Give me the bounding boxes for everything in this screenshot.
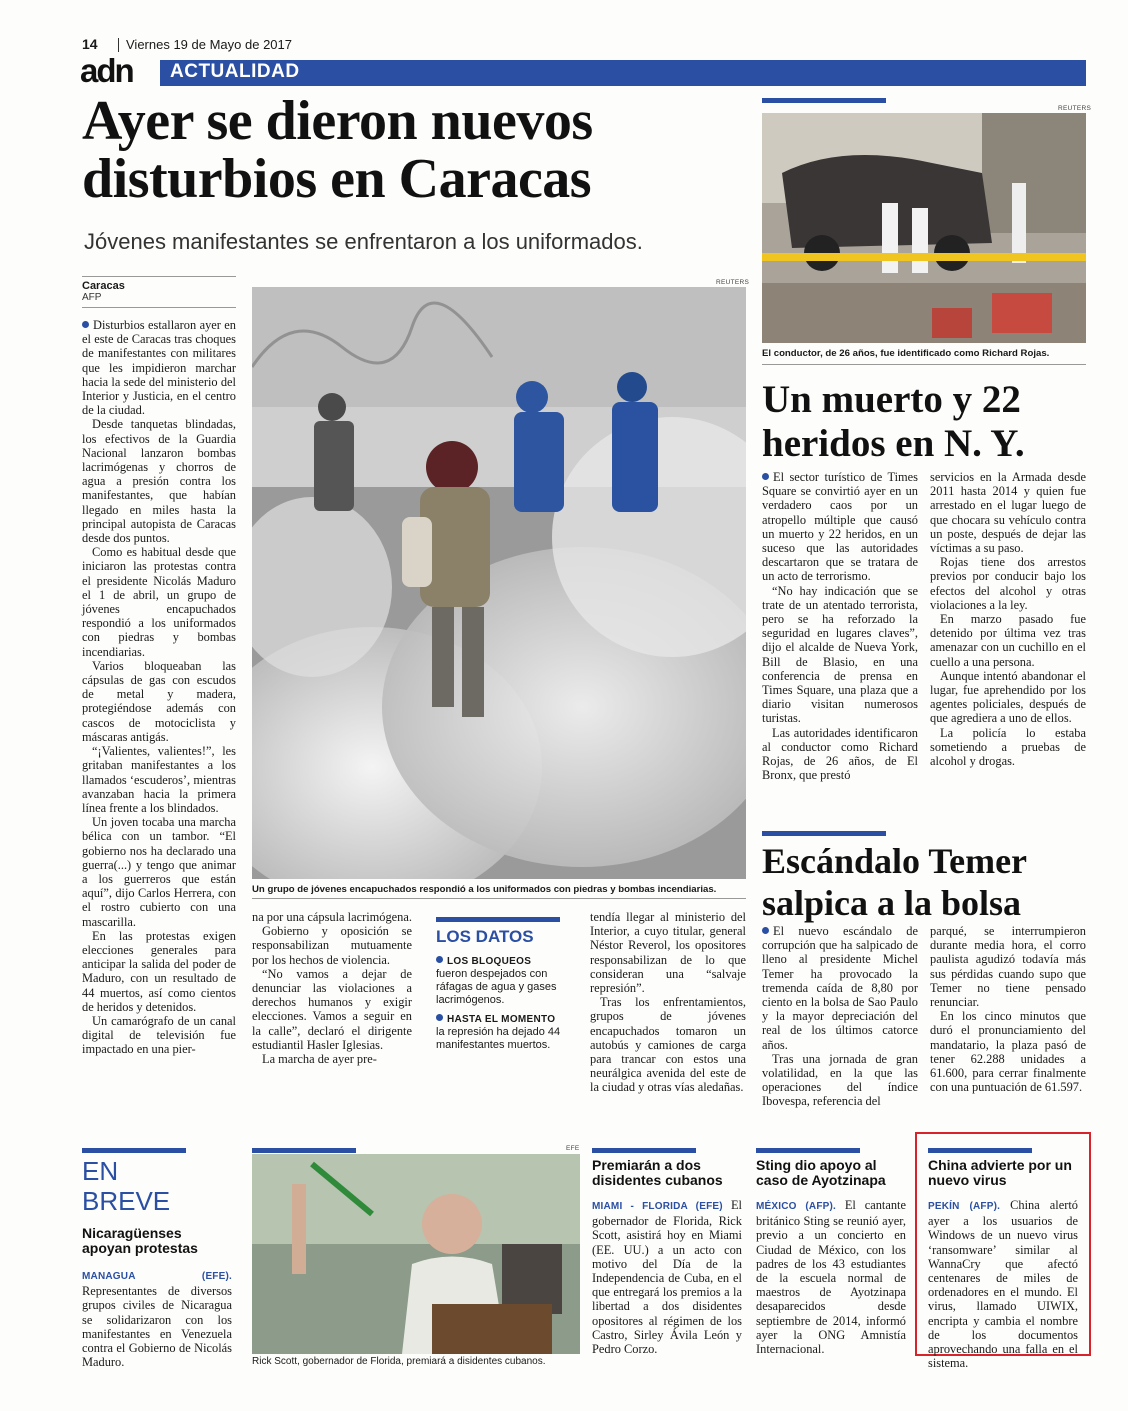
main-headline: Ayer se dieron nuevos disturbios en Caracas — [82, 90, 593, 210]
page-number: 14 — [82, 36, 98, 52]
china-body — [928, 1198, 1078, 1370]
paragraph: na por una cápsula lacrimógena. — [252, 910, 412, 924]
sting-headline: Sting dio apoyo al caso de Ayotzinapa — [756, 1157, 886, 1188]
paragraph: Como es habitual desde que iniciaron las protestas contra el presidente Nicolás Maduro el 1 de abril, un grupo de jóvenes encapuchados respondió a los uniformados con piedras y bombas incendiarias. — [82, 545, 236, 659]
bullet-icon — [82, 321, 89, 328]
bullet-icon — [762, 473, 769, 480]
nicaragua-body — [82, 1268, 232, 1369]
ny-top-rule — [762, 98, 886, 103]
header-divider — [118, 38, 119, 52]
datos-item-label: LOS BLOQUEOS — [447, 956, 532, 967]
scott-photo — [252, 1154, 580, 1354]
ny-caption-rule — [762, 364, 1086, 365]
paragraph: Tras una jornada de gran volatilidad, en la que las operaciones del índice Ibovespa, referencia del — [762, 1051, 918, 1109]
ny-headline: Un muerto y 22 heridos en N. Y. — [762, 378, 1025, 465]
ny-column-1 — [762, 470, 918, 782]
china-top-rule — [928, 1148, 1032, 1153]
section-title: ACTUALIDAD — [170, 61, 300, 82]
paragraph: “No hay indicación que se trate de un atentado terrorista, pero se ha reforzado la seguridad en lugares claves”, dijo el alcalde de Nueva York, Bill de Blasio, en una conferencia de prensa en Times Square, una plaza que a diario visitan numerosos turistas. — [762, 583, 918, 726]
scott-photo-credit: EFE — [566, 1145, 580, 1152]
breve-title-line: BREVE — [82, 1186, 171, 1216]
datos-item-text: fueron despejados con ráfagas de agua y gases lacrimógenos. — [436, 968, 557, 1006]
cuba-dateline: MIAMI - FLORIDA (EFE) — [592, 1201, 723, 1212]
paragraph: “¡Valientes, valientes!”, les gritaban manifestantes a los llamados ‘escuderos’, mientras avanzaban hacia la primera línea frente a los blindados. — [82, 744, 236, 815]
bullet-icon — [762, 927, 769, 934]
protest-photo-illustration — [252, 287, 746, 879]
paragraph: En marzo pasado fue detenido por última vez tras amenazar con un cuchillo en el cuello a una persona. — [930, 612, 1086, 669]
paragraph: En las protestas exigen elecciones generales para anticipar la salida del poder de Maduro, con un resultado de 44 muertos, así como cientos de heridos y detenidos. — [82, 928, 236, 1014]
datos-title: LOS DATOS — [436, 927, 534, 946]
sting-body — [756, 1198, 906, 1356]
main-column-2 — [252, 910, 412, 1066]
datos-item — [436, 955, 564, 1007]
temer-headline: Escándalo Temer salpica a la bolsa — [762, 841, 1027, 923]
paragraph: parqué, se interrumpieron durante media hora, el corro paulista agudizó todavía más sus pérdidas cuando supo que Temer no tiene pensado renunciar. — [930, 924, 1086, 1010]
paragraph: “No vamos a dejar de denunciar las violaciones a derechos humanos y exigir elecciones. Vamos a seguir en la calle”, declaró el dirigente estudiantil Hasler Iglesias. — [252, 966, 412, 1052]
datos-item — [436, 1013, 564, 1052]
paragraph: servicios en la Armada desde 2011 hasta 2014 y quien fue arrestado en el lugar luego de que chocara su vehículo contra un poste, después de dejar las víctimas a su paso. — [930, 470, 1086, 556]
sting-dateline: MÉXICO (AFP). — [756, 1201, 837, 1212]
dateline-rule — [82, 276, 236, 277]
paragraph: Varios bloqueaban las cápsulas de gas con escudos de metal y madera, protegiéndose además con cascos de motociclista y máscaras antigás. — [82, 658, 236, 744]
scott-top-rule — [252, 1148, 356, 1153]
main-photo-credit: REUTERS — [716, 279, 750, 286]
scott-photo-illustration — [252, 1154, 580, 1354]
paragraph: La policía lo estaba sometiendo a pruebas de alcohol y drogas. — [930, 725, 1086, 769]
paragraph: tendía llegar al ministerio del Interior, a cuyo titular, general Néstor Reverol, los opositores responsabilizan de lo que consideran una “salvaje represión”. — [590, 910, 746, 996]
paragraph: Desde tanquetas blindadas, los efectivos de la Guardia Nacional lanzaron bombas lacrimógenas y chorros de agua a presión contra los manifestantes, que habían llegado en miles hasta la principal autopista de Caracas desde dos puntos. — [82, 417, 236, 546]
dateline-city: Caracas — [82, 280, 125, 292]
paragraph: La marcha de ayer pre- — [262, 1052, 377, 1067]
paragraph: Gobierno y oposición se responsabilizan mutuamente por los hechos de violencia. — [252, 924, 412, 967]
china-dateline: PEKÍN (AFP). — [928, 1201, 1001, 1212]
ny-column-2 — [930, 470, 1086, 768]
paragraph: El cantante británico Sting se reunió ayer, previo a un concierto en Ciudad de México, con los padres de los 43 estudiantes de la escuela normal de maestros de Ayotzinapa desaparecidos desde septiembre de 2014, informó ayer la ONG Amnistía Internacional. — [756, 1198, 906, 1357]
bullet-icon — [436, 956, 443, 963]
nicaragua-headline: Nicaragüenses apoyan protestas — [82, 1225, 198, 1256]
datos-top-rule — [436, 917, 560, 922]
scott-photo-caption: Rick Scott, gobernador de Florida, premiará a disidentes cubanos. — [252, 1356, 546, 1367]
paragraph: El sector turístico de Times Square se convirtió ayer en un verdadero caos por un atropello múltiple que causó un muerto y 22 heridos, en un suceso que las autoridades descartaron que se tratara de un acto de terrorismo. — [762, 470, 918, 584]
temer-top-rule — [762, 831, 886, 836]
ny-photo — [762, 113, 1086, 343]
issue-date: Viernes 19 de Mayo de 2017 — [126, 37, 292, 52]
datos-item-label: HASTA EL MOMENTO — [447, 1014, 556, 1025]
main-subhead: Jóvenes manifestantes se enfrentaron a los uniformados. — [84, 229, 643, 254]
paragraph: Disturbios estallaron ayer en el este de Caracas tras choques de manifestantes con militares que les impidieron marchar hacia la sede del ministerio del Interior y Justicia, en el centro de la ciudad. — [82, 318, 236, 418]
paragraph: El gobernador de Florida, Rick Scott, asistirá hoy en Miami (EE. UU.) a un acto con motivo del Día de la Independencia de Cuba, en el que entregará los premios a la libertad a dos disidentes opositores al régimen de los Castro, Sirley Ávila León y Pedro Corzo. — [592, 1198, 742, 1357]
paragraph: Un camarógrafo de un canal digital de televisión fue impactado en una pier- — [82, 1013, 236, 1057]
sting-top-rule — [756, 1148, 860, 1153]
paragraph: Aunque intentó abandonar el lugar, fue aprehendido por los agentes policiales, después de que agrediera a uno de ellos. — [930, 668, 1086, 726]
paragraph: Las autoridades identificaron al conductor como Richard Rojas, de 26 años, de El Bronx, que prestó — [762, 725, 918, 783]
breve-title-line: EN — [82, 1156, 119, 1186]
datos-box — [436, 917, 564, 1052]
china-headline: China advierte por un nuevo virus — [928, 1157, 1072, 1188]
adn-logo: adn — [80, 52, 133, 89]
temer-column-2 — [930, 924, 1086, 1094]
paragraph: Representantes de diversos grupos civiles de Nicaragua se solidarizaron con los manifestantes en Venezuela contra el Gobierno de Nicolás Maduro. — [82, 1284, 232, 1370]
temer-column-1 — [762, 924, 918, 1109]
main-column-4 — [590, 910, 746, 1095]
cuba-headline: Premiarán a dos disidentes cubanos — [592, 1157, 723, 1188]
dateline-agency: AFP — [82, 292, 102, 303]
dateline-rule-bottom — [82, 307, 236, 308]
caption-rule — [252, 898, 746, 899]
paragraph: Rojas tiene dos arrestos previos por conducir bajo los efectos del alcohol y otras violaciones a la ley. — [930, 555, 1086, 612]
main-column-1 — [82, 318, 236, 1057]
cuba-body — [592, 1198, 742, 1356]
paragraph: Tras los enfrentamientos, grupos de jóvenes encapuchados tomaron un autobús y camiones de carga para trancar con estos una neurálgica avenida del este de la ciudad y otras vías aledañas. — [590, 995, 746, 1095]
datos-item-text: la represión ha dejado 44 manifestantes muertos. — [436, 1026, 561, 1051]
main-photo-caption: Un grupo de jóvenes encapuchados respondió a los uniformados con piedras y bombas incendiarias. — [252, 884, 717, 895]
ny-photo-caption: El conductor, de 26 años, fue identificado como Richard Rojas. — [762, 348, 1050, 359]
paragraph: El nuevo escándalo de corrupción que ha salpicado de lleno al presidente Michel Temer ha provocado la tremenda caída de 8,80 por ciento en la bolsa de Sao Paulo y la mayor depreciación del real de los últimos catorce años. — [762, 924, 918, 1052]
cuba-top-rule — [592, 1148, 696, 1153]
bullet-icon — [436, 1014, 443, 1021]
paragraph: En los cinco minutos que duró el pronunciamiento del mandatario, la plaza pasó de tener 62.288 unidades a 61.600, para cerrar finalmente con una puntuación de 61.597. — [930, 1009, 1086, 1095]
breve-title — [82, 1156, 170, 1216]
paragraph: China alertó ayer a los usuarios de Windows de un nuevo virus ‘ransomware’ similar al WannaCry que afectó centenares de miles de ordenadores en el mundo. El virus, llamado UIWIX, encripta y cambia el nombre de los documentos aprovechando una falla en el sistema. — [928, 1198, 1078, 1371]
ny-photo-illustration — [762, 113, 1086, 343]
section-bar — [160, 60, 1086, 86]
paragraph: Un joven tocaba una marcha bélica con un tambor. “El gobierno nos ha declarado una guerra(...) y tengo que animar a los guerreros que están aquí”, dijo Carlos Herrera, con el rostro cubierto con una mascarilla. — [82, 815, 236, 929]
ny-photo-credit: REUTERS — [1058, 105, 1092, 112]
nicaragua-dateline: MANAGUA (EFE). — [82, 1271, 232, 1282]
main-photo — [252, 287, 746, 879]
breve-top-rule — [82, 1148, 186, 1153]
